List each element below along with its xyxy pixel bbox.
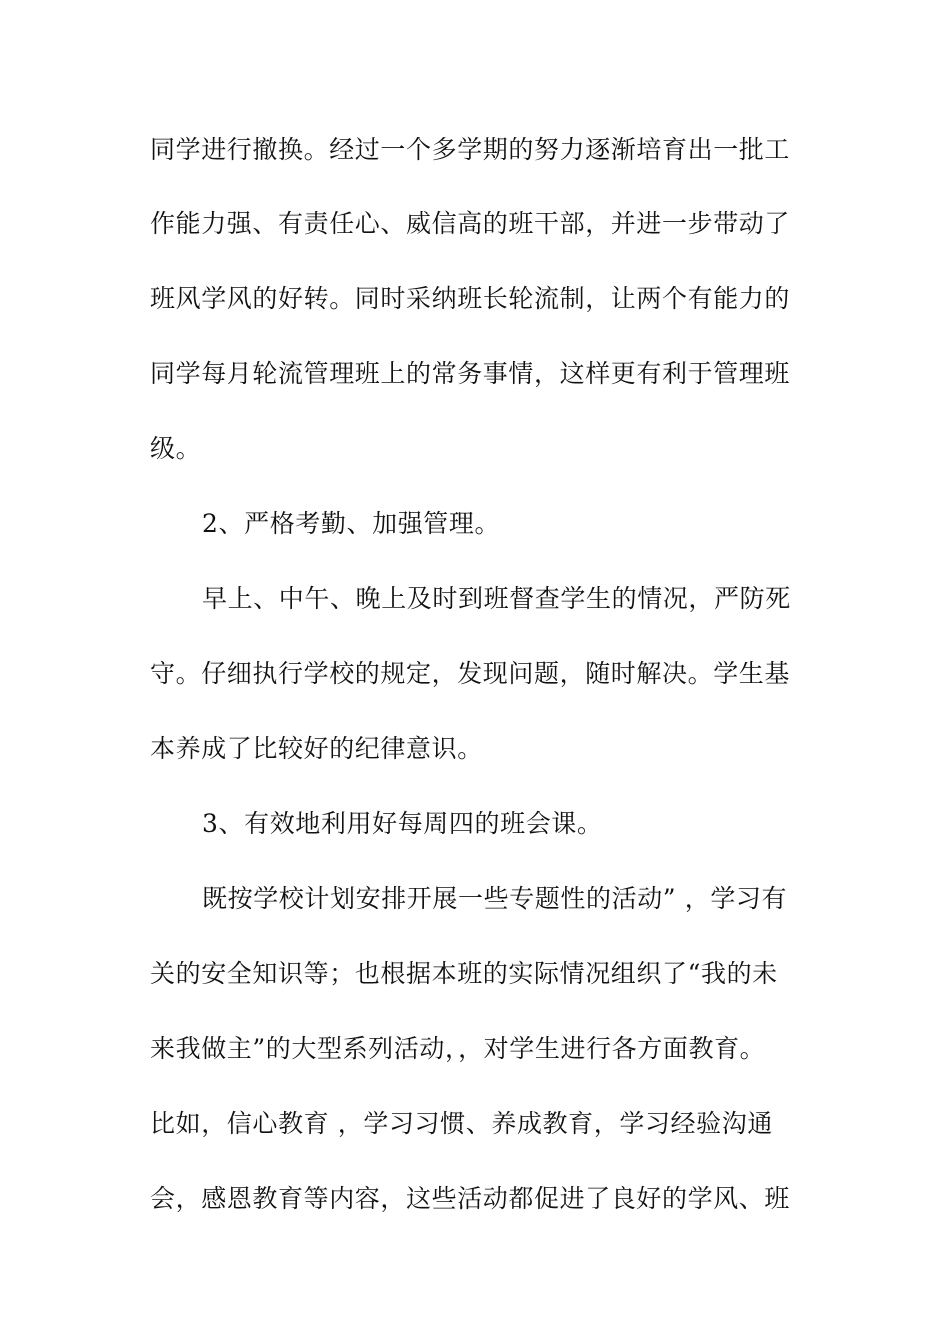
text-line: 同学进行撤换。经过一个多学期的努力逐渐培育出一批工	[150, 135, 791, 164]
text-line: 比如，信心教育 ，学习习惯、养成教育，学习经验沟通	[150, 1109, 773, 1138]
section-heading-3: 3、有效地利用好每周四的班会课。	[202, 809, 603, 838]
text-line: 班风学风的好转。同时采纳班长轮流制，让两个有能力的	[150, 284, 791, 313]
text-line: 守。仔细执行学校的规定，发现问题，随时解决。学生基	[150, 659, 791, 688]
text-line: 作能力强、有责任心、威信高的班干部，并进一步带动了	[150, 209, 791, 238]
text-line: 关的安全知识等；也根据本班的实际情况组织了“我的未	[150, 959, 778, 988]
text-line: 级。	[150, 434, 202, 463]
text-line: 同学每月轮流管理班上的常务事情，这样更有利于管理班	[150, 359, 791, 388]
text-line: 来我做主”的大型系列活动，，对学生进行各方面教育。	[150, 1034, 766, 1063]
text-line: 本养成了比较好的纪律意识。	[150, 734, 483, 763]
text-line: 会，感恩教育等内容，这些活动都促进了良好的学风、班	[150, 1184, 791, 1213]
paragraph-start-line: 既按学校计划安排开展一些专题性的活动” ，学习有	[202, 884, 788, 913]
section-heading-2: 2、严格考勤、加强管理。	[202, 509, 501, 538]
paragraph-start-line: 早上、中午、晚上及时到班督查学生的情况，严防死	[202, 584, 791, 613]
